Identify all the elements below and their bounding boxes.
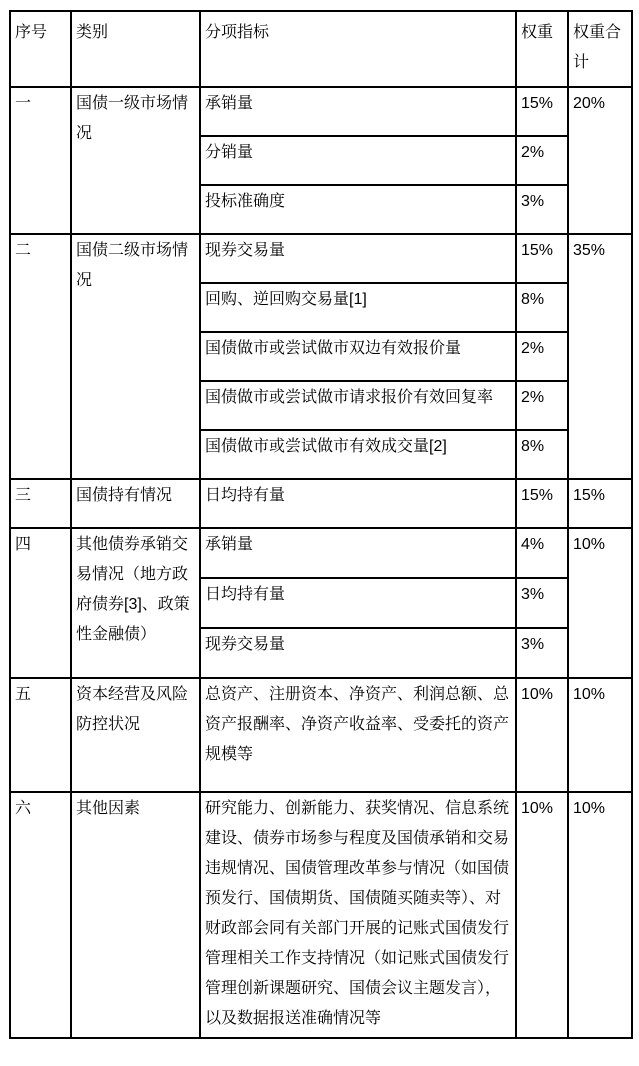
category-cell-5: 资本经营及风险防控状况 (71, 678, 200, 792)
indicator-cell: 研究能力、创新能力、获奖情况、信息系统建设、债券市场参与程度及国债承销和交易违规情况、国债管理改革参与情况（如国债预发行、国债期货、国债随买随卖等）、对财政部会同有关部门开展的记账式国债发行管理相关工作支持情况（如记账式国债发行管理创新课题研究、国债会议主题发言），以及数据报送准确情况等 (200, 792, 516, 1038)
total-weight-cell-4: 10% (568, 528, 632, 678)
weight-cell: 15% (516, 234, 568, 283)
indicator-cell: 国债做市或尝试做市有效成交量[2] (200, 430, 516, 479)
indicator-cell: 分销量 (200, 136, 516, 185)
seq-cell-5: 五 (10, 678, 71, 792)
table-row (10, 792, 632, 1038)
weight-cell: 8% (516, 430, 568, 479)
header-total-weight: 权重合计 (568, 11, 632, 87)
weight-cell: 10% (516, 792, 568, 1038)
header-weight: 权重 (516, 11, 568, 87)
weight-cell: 15% (516, 87, 568, 136)
indicator-cell: 国债做市或尝试做市双边有效报价量 (200, 332, 516, 381)
table-row (10, 678, 632, 792)
header-seq: 序号 (10, 11, 71, 87)
weight-cell: 3% (516, 578, 568, 628)
category-cell-6: 其他因素 (71, 792, 200, 1038)
indicator-cell: 承销量 (200, 87, 516, 136)
indicator-cell: 回购、逆回购交易量[1] (200, 283, 516, 332)
category-cell-2: 国债二级市场情况 (71, 234, 200, 479)
table-row (10, 87, 632, 136)
table-row (10, 479, 632, 528)
table-row (10, 528, 632, 578)
indicator-cell: 现券交易量 (200, 628, 516, 678)
seq-cell-4: 四 (10, 528, 71, 678)
seq-cell-1: 一 (10, 87, 71, 234)
seq-cell-3: 三 (10, 479, 71, 528)
indicator-cell: 投标准确度 (200, 185, 516, 234)
weight-cell: 3% (516, 185, 568, 234)
category-cell-1: 国债一级市场情况 (71, 87, 200, 234)
category-cell-4: 其他债券承销交易情况（地方政府债券[3]、政策性金融债） (71, 528, 200, 678)
weight-cell: 15% (516, 479, 568, 528)
table-row (10, 234, 632, 283)
indicator-cell: 总资产、注册资本、净资产、利润总额、总资产报酬率、净资产收益率、受委托的资产规模等 (200, 678, 516, 792)
total-weight-cell-5: 10% (568, 678, 632, 792)
total-weight-cell-1: 20% (568, 87, 632, 234)
indicator-cell: 承销量 (200, 528, 516, 578)
header-indicator: 分项指标 (200, 11, 516, 87)
total-weight-cell-3: 15% (568, 479, 632, 528)
category-cell-3: 国债持有情况 (71, 479, 200, 528)
indicator-cell: 国债做市或尝试做市请求报价有效回复率 (200, 381, 516, 430)
indicator-cell: 日均持有量 (200, 479, 516, 528)
header-category: 类别 (71, 11, 200, 87)
table-header-row (10, 11, 632, 87)
weight-cell: 2% (516, 332, 568, 381)
indicator-cell: 日均持有量 (200, 578, 516, 628)
indicator-cell: 现券交易量 (200, 234, 516, 283)
seq-cell-6: 六 (10, 792, 71, 1038)
weight-cell: 3% (516, 628, 568, 678)
weight-cell: 8% (516, 283, 568, 332)
weight-cell: 2% (516, 136, 568, 185)
seq-cell-2: 二 (10, 234, 71, 479)
total-weight-cell-6: 10% (568, 792, 632, 1038)
weights-table (9, 10, 633, 1039)
weight-cell: 2% (516, 381, 568, 430)
total-weight-cell-2: 35% (568, 234, 632, 479)
weight-cell: 10% (516, 678, 568, 792)
weight-cell: 4% (516, 528, 568, 578)
